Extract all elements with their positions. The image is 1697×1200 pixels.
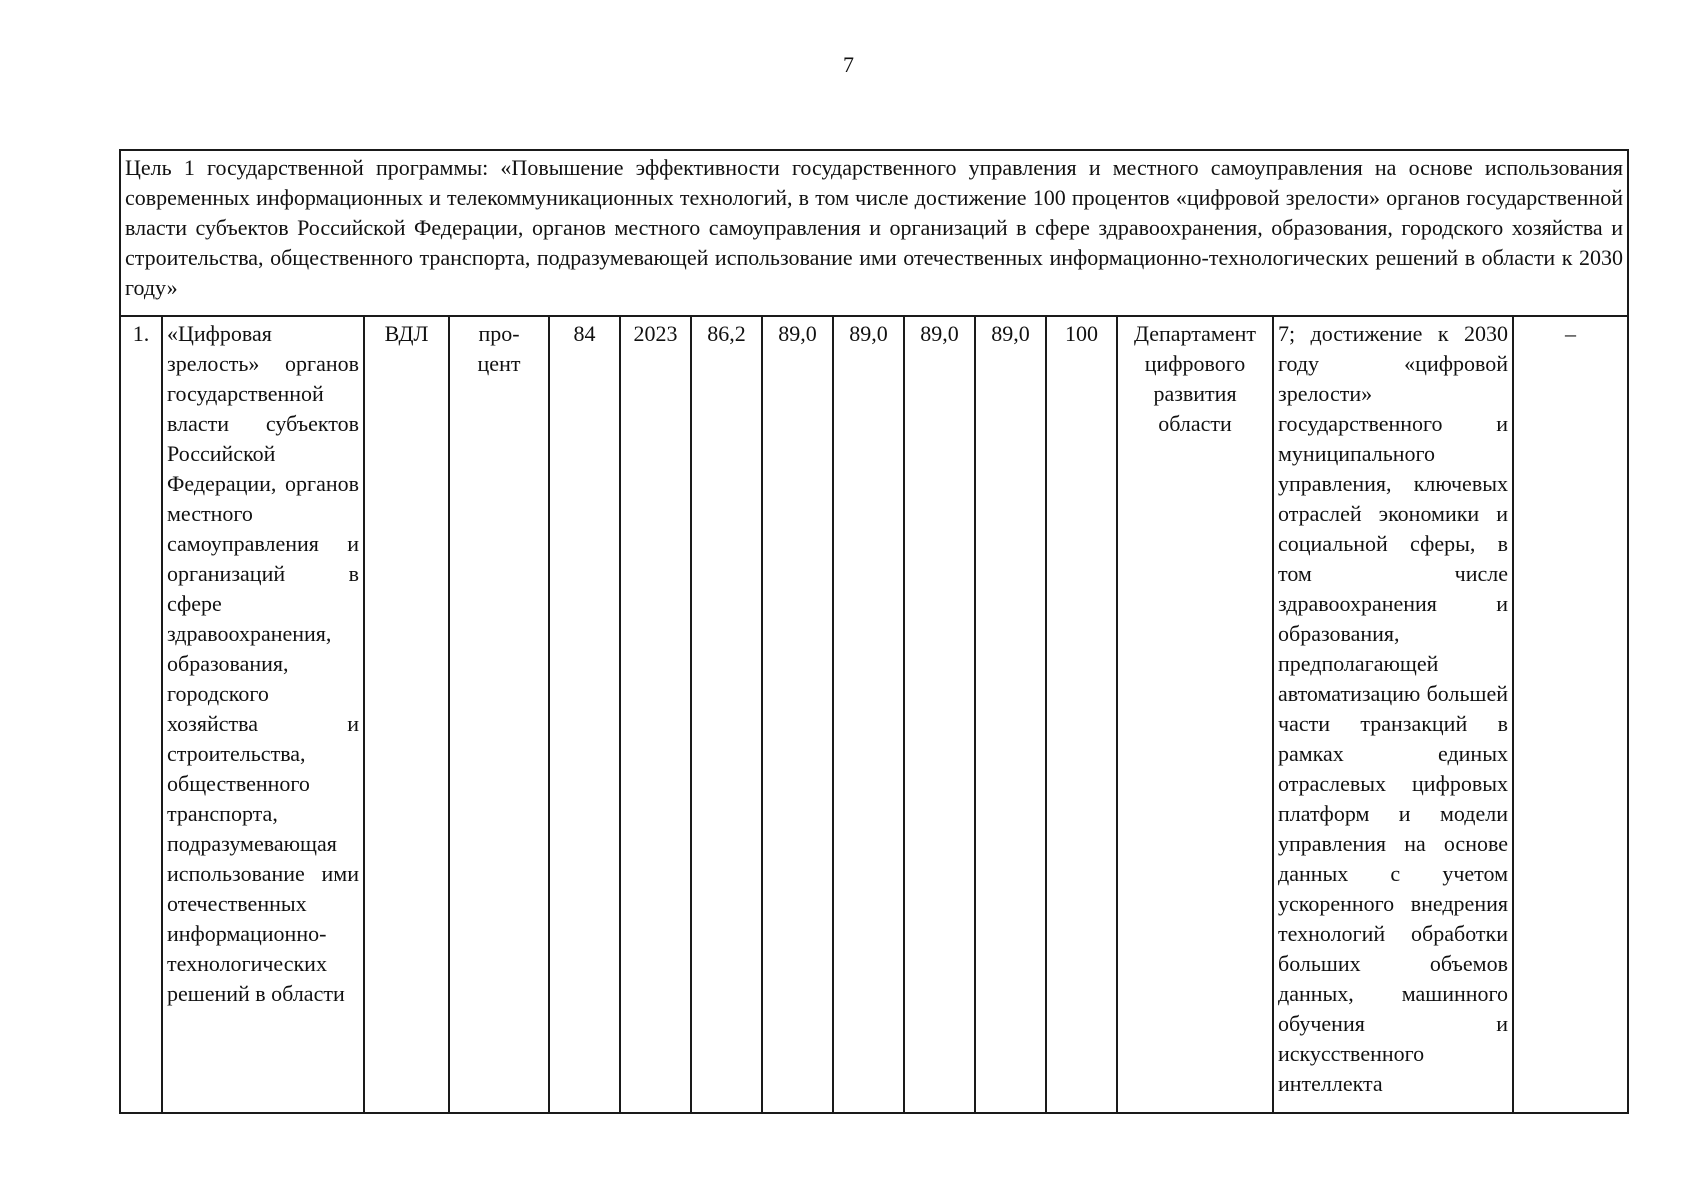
value-year-3: 89,0 xyxy=(833,316,904,1113)
value-year-4: 89,0 xyxy=(904,316,975,1113)
value-year-6: 100 xyxy=(1046,316,1117,1113)
indicator-name: «Цифровая зрелость» органов государственной власти субъектов Российской Федерации, органов местного самоуправления и организаций в сфере здравоохранения, образования, городского хозяйства и строительства, общественного транспорта, подразумевающая использование ими отечественных информационно-технологических решений в области xyxy=(162,316,364,1113)
value-year-2: 89,0 xyxy=(762,316,833,1113)
base-value: 84 xyxy=(549,316,620,1113)
unit-of-measure: про- цент xyxy=(449,316,549,1113)
national-goal-link: 7; достижение к 2030 году «цифровой зрелости» государственного и муниципального управления, ключевых отраслей экономики и социальной сферы, в том числе здравоохранения и образования, предполагающей автоматизацию большей части транзакций в рамках единых отраслевых цифровых платформ и модели управления на основе данных с учетом ускоренного внедрения технологий обработки больших объемов данных, машинного обучения и искусственного интеллекта xyxy=(1273,316,1513,1113)
value-year-1: 86,2 xyxy=(691,316,762,1113)
row-number: 1. xyxy=(120,316,162,1113)
indicators-table xyxy=(119,149,1629,1114)
table-row xyxy=(120,316,1628,1113)
value-year-5: 89,0 xyxy=(975,316,1046,1113)
indicator-level: ВДЛ xyxy=(364,316,449,1113)
goal-text: Цель 1 государственной программы: «Повышение эффективности государственного управления и местного самоуправления на основе использования современных информационных и телекоммуникационных технологий, в том числе достижение 100 процентов «цифровой зрелости» органов государственной власти субъектов Российской Федерации, органов местного самоуправления и организаций в сфере здравоохранения, образования, городского хозяйства и строительства, общественного транспорта, подразумевающей использование ими отечественных информационно-технологических решений в области к 2030 году» xyxy=(120,150,1628,316)
base-year: 2023 xyxy=(620,316,691,1113)
goal-row xyxy=(120,150,1628,316)
responsible-department: Департамент цифрового развития области xyxy=(1117,316,1273,1113)
page-number: 7 xyxy=(843,52,854,77)
information-system: – xyxy=(1513,316,1628,1113)
